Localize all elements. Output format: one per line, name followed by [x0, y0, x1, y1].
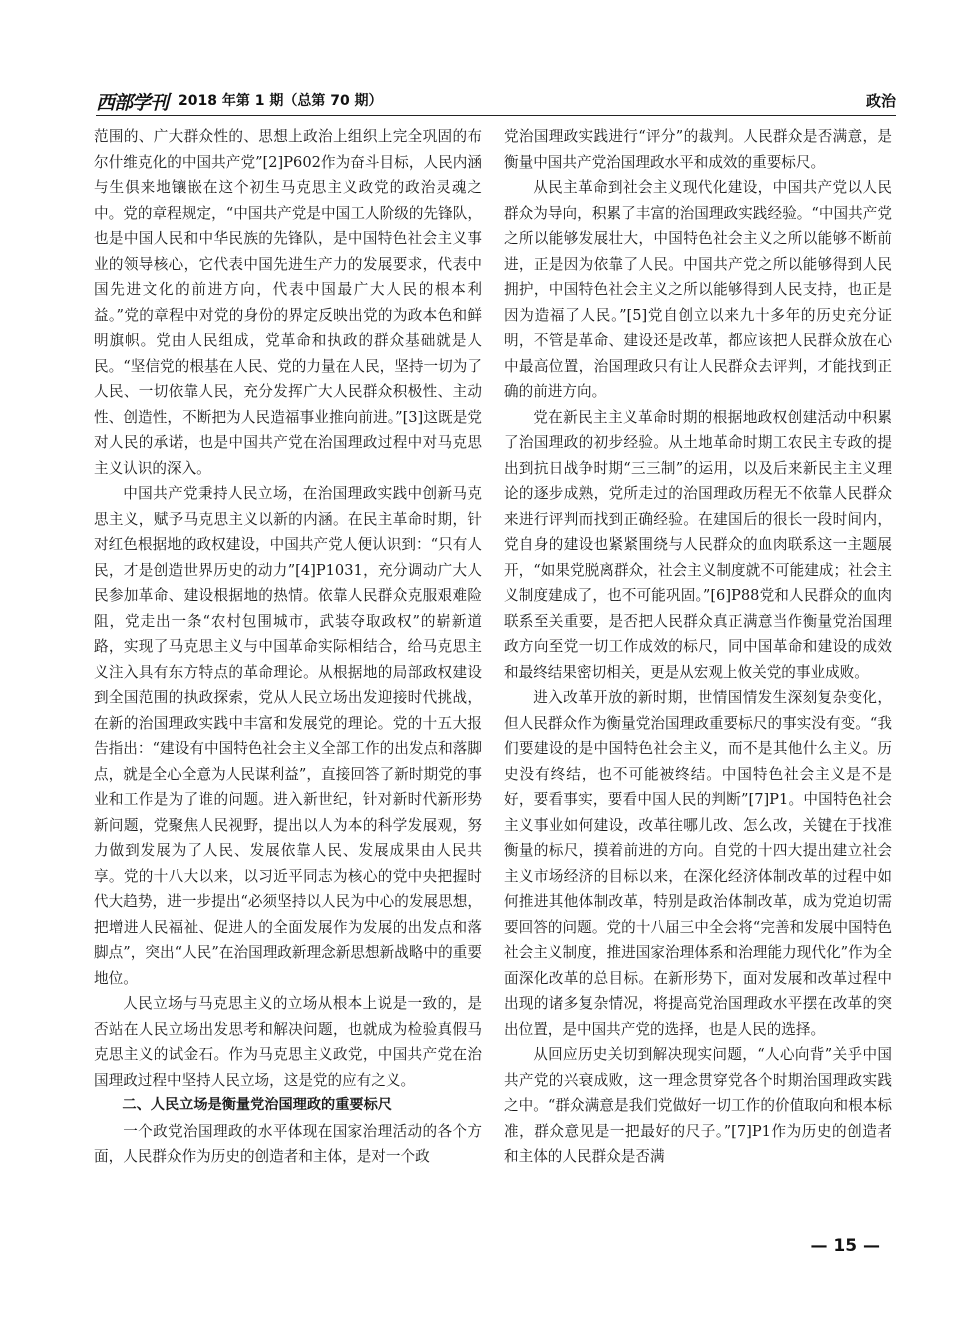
paragraph: 范围的、广大群众性的、思想上政治上组织上完全巩固的布尔什维克化的中国共产党”[2]P602作为奋斗目标，人民内涵与生俱来地镶嵌在这个初生马克思主义政党的政治灵魂之中。党的章程规定，“中国共产党是中国工人阶级的先锋队，也是中国人民和中华民族的先锋队，是中国特色社会主义事业的领导核心，它代表中国先进生产力的发展要求，代表中国先进文化的前进方向，代表中国最广大人民的根本利益。”党的章程中对党的身份的界定反映出党的为政本色和鲜明旗帜。党由人民组成，党革命和执政的群众基础就是人民。“坚信党的根基在人民、党的力量在人民，坚持一切为了人民、一切依靠人民，充分发挥广大人民群众积极性、主动性、创造性，不断把为人民造福事业推向前进。”[3]这既是党对人民的承诺，也是中国共产党在治国理政过程中对马克思主义认识的深入。	[94, 128, 482, 477]
paragraph: 中国共产党秉持人民立场，在治国理政实践中创新马克思主义，赋予马克思主义以新的内涵。在民主革命时期，针对红色根据地的政权建设，中国共产党人便认识到：“只有人民，才是创造世界历史的动力”[4]P1031，充分调动广大人民参加革命、建设根据地的热情。依靠人民群众克服艰难险阻，党走出一条“农村包围城市，武装夺取政权”的崭新道路，实现了马克思主义与中国革命实际相结合，给马克思主义注入具有东方特点的革命理论。从根据地的局部政权建设到全国范围的执政探索，党从人民立场出发迎接时代挑战，在新的治国理政实践中丰富和发展党的理论。党的十五大报告指出：“建设有中国特色社会主义全部工作的出发点和落脚点，就是全心全意为人民谋利益”，直接回答了新时期党的事业和工作是为了谁的问题。进入新世纪，针对新时代新形势新问题，党聚焦人民视野，提出以人为本的科学发展观，努力做到发展为了人民、发展依靠人民、发展成果由人民共享。党的十八大以来，以习近平同志为核心的党中央把握时代大趋势，进一步提出“必须坚持以人民为中心的发展思想，把增进人民福祉、促进人的全面发展作为发展的出发点和落脚点”，突出“人民”在治国理政新理念新思想新战略中的重要地位。	[94, 485, 482, 987]
paragraph: 一个政党治国理政的水平体现在国家治理活动的各个方面，人民群众作为历史的创造者和主体，是对一个政	[94, 1122, 482, 1165]
journal-logo: 西部学刊	[96, 92, 169, 114]
paragraph: 人民立场与马克思主义的立场从根本上说是一致的，是否站在人民立场出发思考和解决问题，也就成为检验真假马克思主义的试金石。作为马克思主义政党，中国共产党在治国理政过程中坚持人民立场，这是党的应有之义。	[94, 995, 482, 1089]
paragraph: 从民主革命到社会主义现代化建设，中国共产党以人民群众为导向，积累了丰富的治国理政实践经验。“中国共产党之所以能够发展壮大，中国特色社会主义之所以能够不断前进，正是因为依靠了人民。中国共产党之所以能够得到人民拥护，中国特色社会主义之所以能够得到人民支持，也正是因为造福了人民。”[5]党自创立以来九十多年的历史充分证明，不管是革命、建设还是改革，都应该把人民群众放在心中最高位置，治国理政只有让人民群众去评判，才能找到正确的前进方向。	[504, 179, 892, 400]
paragraph: 从回应历史关切到解决现实问题，“人心向背”关乎中国共产党的兴衰成败，这一理念贯穿党各个时期治国理政实践之中。“群众满意是我们党做好一切工作的价值取向和根本标准，群众意见是一把最好的尺子。”[7]P1作为历史的创造者和主体的人民群众是否满	[504, 1046, 892, 1165]
issue-info: 2018 年第 1 期（总第 70 期）	[178, 93, 383, 109]
header-rule	[96, 115, 896, 116]
section-label: 政治	[865, 92, 896, 110]
right-column	[504, 124, 892, 1170]
left-column	[94, 124, 482, 1170]
paragraph: 党治国理政实践进行“评分”的裁判。人民群众是否满意，是衡量中国共产党治国理政水平和成效的重要标尺。	[504, 128, 892, 171]
paragraph: 党在新民主主义革命时期的根据地政权创建活动中积累了治国理政的初步经验。从土地革命时期工农民主专政的提出到抗日战争时期“三三制”的运用，以及后来新民主主义理论的逐步成熟，党所走过的治国理政历程无不依靠人民群众来进行评判而找到正确经验。在建国后的很长一段时间内，党自身的建设也紧紧围绕与人民群众的血肉联系这一主题展开，“如果党脱离群众，社会主义制度就不可能建成；社会主义制度建成了，也不可能巩固。”[6]P88党和人民群众的血肉联系至关重要，是否把人民群众真正满意当作衡量党治国理政方向至党一切工作成效的标尺，同中国革命和建设的成效和最终结果密切相关，更是从宏观上攸关党的事业成败。	[504, 408, 892, 681]
paragraph: 进入改革开放的新时期，世情国情发生深刻复杂变化，但人民群众作为衡量党治国理政重要标尺的事实没有变。“我们要建设的是中国特色社会主义，而不是其他什么主义。历史没有终结，也不可能被终结。中国特色社会主义是不是好，要看事实，要看中国人民的判断”[7]P1。中国特色社会主义事业如何建设，改革往哪儿改、怎么改，关键在于找准衡量的标尺，摸着前进的方向。自党的十四大提出建立社会主义市场经济的目标以来，在深化经济体制改革的过程中如何推进其他体制改革，特别是政治体制改革，成为党迫切需要回答的问题。党的十八届三中全会将“完善和发展中国特色社会主义制度，推进国家治理体系和治理能力现代化”作为全面深化改革的总目标。在新形势下，面对发展和改革过程中出现的诸多复杂情况，将提高党治国理政水平摆在改革的突出位置，是中国共产党的选择，也是人民的选择。	[504, 689, 892, 1038]
page-header	[96, 82, 896, 116]
section-heading: 二、人民立场是衡量党治国理政的重要标尺	[122, 1097, 392, 1113]
page-number: — 15 —	[810, 1236, 880, 1256]
